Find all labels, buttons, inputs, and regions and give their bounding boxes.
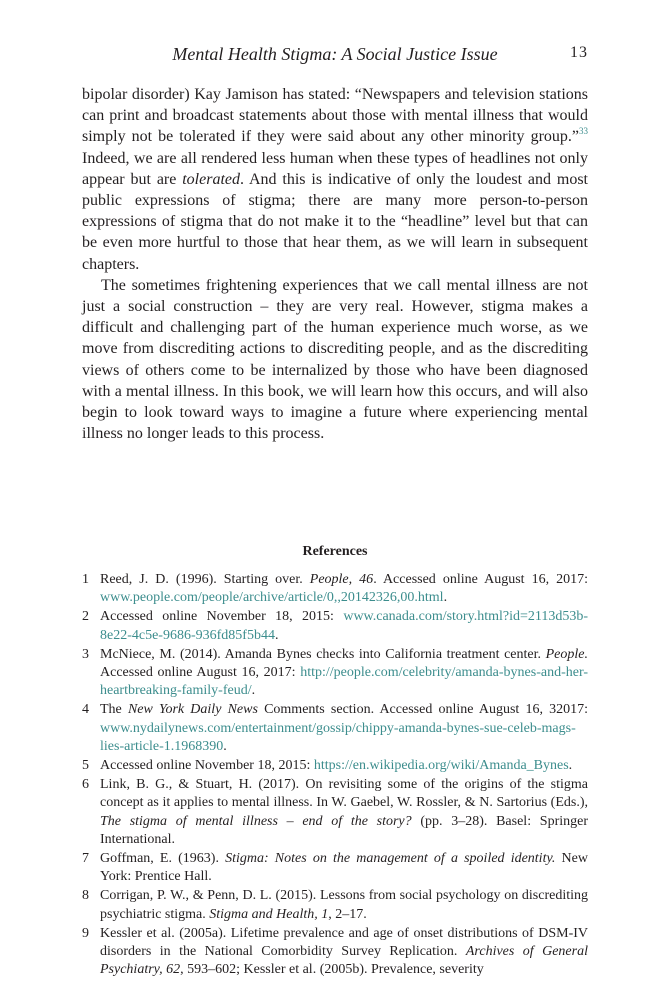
footnote-marker[interactable]: 33 xyxy=(579,126,588,137)
reference-item: 6 Link, B. G., & Stuart, H. (2017). On revisiting some of the origins of the stigma concept as it applies to mental illness. In W. Gaebel, W. Rossler, & N. Sartorius (Eds.), The stigma of mental illness – end of the story? (pp. 3–28). Basel: Springer International. xyxy=(82,777,588,847)
paragraph-2: The sometimes frightening experiences that we call mental illness are not just a social construction – they are very real. However, stigma makes a difficult and challenging part of the human experience much worse, as we move from discrediting actions to discrediting people, and as the discrediting views of others come to be internalized by those who have been diagnosed with a mental illness. In this book, we will learn how this occurs, and will also begin to look toward ways to imagine a future where experiencing mental illness no longer leads to this process. xyxy=(82,276,588,443)
reference-link[interactable]: http://people.com/celebrity/amanda-bynes-and-her-heartbreaking-family-feud/ xyxy=(100,665,588,699)
references-list xyxy=(82,571,588,980)
reference-link[interactable]: www.nydailynews.com/entertainment/gossip/chippy-amanda-bynes-sue-celeb-mags-lies-article-1.1968390 xyxy=(100,720,576,754)
reference-item: 4 The New York Daily News Comments section. Accessed online August 16, 32017: www.nydailynews.com/entertainment/gossip/chippy-amanda-bynes-sue-celeb-mags-lies-article-1.1968390. xyxy=(82,702,589,754)
reference-item: 8 Corrigan, P. W., & Penn, D. L. (2015). Lessons from social psychology on discrediting psychiatric stigma. Stigma and Health, 1, 2–17. xyxy=(82,888,588,922)
reference-link[interactable]: https://en.wikipedia.org/wiki/Amanda_Bynes xyxy=(313,758,569,774)
reference-item: 5 Accessed online November 18, 2015: https://en.wikipedia.org/wiki/Amanda_Bynes. xyxy=(82,758,573,774)
reference-link[interactable]: www.people.com/people/archive/article/0,,20142326,00.html xyxy=(100,590,444,606)
reference-item: 3 McNiece, M. (2014). Amanda Bynes checks into California treatment center. People. Accessed online August 16, 2017: http://people.com/celebrity/amanda-bynes-and-her-heartbreaking-family-feud/. xyxy=(82,646,588,699)
paragraph-1: bipolar disorder) Kay Jamison has stated: “Newspapers and television stations can print and broadcast statements about those with mental illness that would simply not be tolerated if they were said about any other minority group.”$^{33}$ Indeed, we are all rendered less human when these types of headlines not only appear but are tolerated. And this is indicative of only the loudest and most public expressions of stigma; there are many more person-to-person expressions of stigma that do not make it to the “headline” level but that can be even more hurtful to those that hear them, as we will learn in subsequent chapters. xyxy=(82,86,589,273)
reference-item: 2 Accessed online November 18, 2015: www.canada.com/story.html?id=2113d53b-8e22-4c5e-9686-936fd85f5b44. xyxy=(82,609,588,643)
reference-link[interactable]: www.canada.com/story.html?id=2113d53b-8e22-4c5e-9686-936fd85f5b44 xyxy=(100,609,588,643)
reference-item: 7 Goffman, E. (1963). Stigma: Notes on the management of a spoiled identity. New York: Prentice Hall. xyxy=(82,851,588,885)
references-heading: References xyxy=(302,544,368,559)
page-header xyxy=(82,44,588,68)
reference-item: 1 Reed, J. D. (1996). Starting over. People, 46. Accessed online August 16, 2017: www.people.com/people/archive/article/0,,20142326,00.html. xyxy=(82,572,588,606)
body-text xyxy=(82,84,588,444)
page-number: 13 xyxy=(570,44,588,61)
running-title: Mental Health Stigma: A Social Justice Issue xyxy=(172,44,498,64)
reference-item: 9 Kessler et al. (2005a). Lifetime prevalence and age of onset distributions of DSM-IV disorders in the National Comorbidity Survey Replication. Archives of General Psychiatry, 62, 593–602; Kessler et al. (2005b). Prevalence, severity xyxy=(82,925,588,978)
